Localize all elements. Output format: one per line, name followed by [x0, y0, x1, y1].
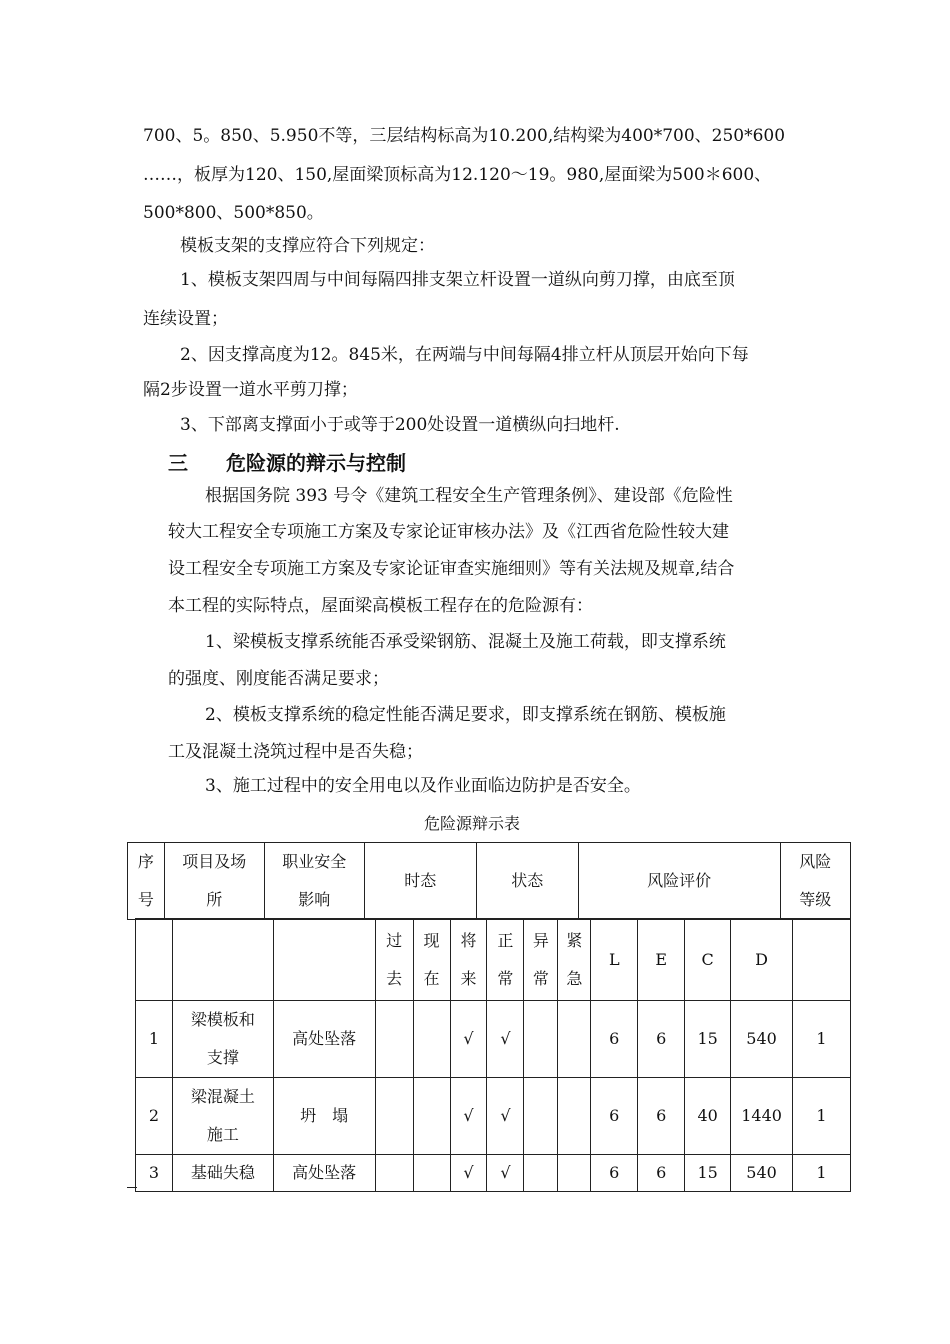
cell-abnormal — [524, 1155, 558, 1192]
blank-cell — [793, 919, 851, 1001]
cell-past — [375, 1001, 413, 1078]
body-line-3: 500*800、500*850。 — [143, 203, 324, 223]
hazard-table — [135, 918, 851, 1192]
body-line-8: 隔2步设置一道水平剪刀撑； — [143, 380, 358, 400]
cell-no: 2 — [136, 1078, 173, 1155]
header-text: 风险评价 — [647, 871, 712, 890]
header-text: 状态 — [511, 871, 544, 890]
subheader-text: 正 — [497, 930, 514, 950]
header-cell-no — [128, 843, 165, 920]
cell-item-text: 梁混凝土 — [190, 1087, 255, 1106]
table-row — [136, 1155, 851, 1192]
subheader-text: 现 — [423, 930, 440, 950]
cell-item-text: 梁模板和 — [190, 1010, 255, 1029]
table-caption: 危险源辩示表 — [424, 814, 521, 833]
header-cell-impact — [264, 843, 364, 920]
subheader-text: 过 — [386, 930, 403, 950]
body-line-2: ……，板厚为120、150,屋面梁顶标高为12.120～19。980,屋面梁为500＊600、 — [143, 165, 772, 185]
cell-normal: √ — [487, 1001, 524, 1078]
cell-past — [375, 1155, 413, 1192]
cell-now — [413, 1001, 450, 1078]
cell-level: 1 — [793, 1001, 851, 1078]
subheader-L: L — [591, 919, 638, 1001]
subheader-emergency — [558, 919, 591, 1001]
subheader-text: 常 — [532, 968, 549, 988]
section-title: 危险源的辩示与控制 — [226, 451, 406, 475]
cell-item: 基础失稳 — [172, 1155, 273, 1192]
section-line-7: 2、模板支撑系统的稳定性能否满足要求，即支撑系统在钢筋、模板施 — [205, 705, 726, 725]
cell-normal: √ — [487, 1155, 524, 1192]
bottom-rule — [127, 1187, 137, 1188]
subheader-normal — [487, 919, 524, 1001]
cell-abnormal — [524, 1001, 558, 1078]
subheader-now — [413, 919, 450, 1001]
cell-C: 15 — [685, 1155, 731, 1192]
cell-emergency — [558, 1001, 591, 1078]
subheader-past — [375, 919, 413, 1001]
header-cell-item — [164, 843, 264, 920]
cell-L: 6 — [591, 1078, 638, 1155]
subheader-E: E — [638, 919, 685, 1001]
cell-D: 1440 — [731, 1078, 793, 1155]
header-text: 时态 — [404, 871, 437, 890]
hazard-table-header — [127, 842, 851, 920]
header-text: 号 — [137, 890, 154, 909]
subheader-text: 在 — [423, 968, 440, 988]
body-line-9: 3、下部离支撑面小于或等于200处设置一道横纵向扫地杆. — [180, 415, 620, 435]
subheader-text: 急 — [566, 968, 583, 988]
body-line-1: 700、5。850、5.950不等，三层结构标高为10.200,结构梁为400*700、250*600 — [143, 126, 786, 146]
cell-no: 1 — [136, 1001, 173, 1078]
cell-level: 1 — [793, 1078, 851, 1155]
cell-impact: 高处坠落 — [273, 1001, 375, 1078]
section-line-4: 本工程的实际特点，屋面梁高模板工程存在的危险源有： — [168, 596, 593, 616]
section-line-1: 根据国务院 393 号令《建筑工程安全生产管理条例》、建设部《危险性 — [205, 486, 733, 506]
header-row-1 — [128, 843, 851, 920]
cell-normal: √ — [487, 1078, 524, 1155]
cell-no: 3 — [136, 1155, 173, 1192]
cell-L: 6 — [591, 1155, 638, 1192]
section-line-9: 3、施工过程中的安全用电以及作业面临边防护是否安全。 — [205, 776, 641, 796]
header-text: 职业安全 — [282, 852, 347, 871]
cell-future: √ — [450, 1155, 487, 1192]
cell-emergency — [558, 1078, 591, 1155]
cell-C: 40 — [685, 1078, 731, 1155]
body-line-7: 2、因支撑高度为12。845米，在两端与中间每隔4排立杆从顶层开始向下每 — [180, 345, 749, 365]
cell-D: 540 — [731, 1001, 793, 1078]
cell-E: 6 — [638, 1078, 685, 1155]
cell-now — [413, 1155, 450, 1192]
table-row — [136, 1001, 851, 1078]
header-text: 所 — [206, 890, 223, 909]
cell-impact: 高处坠落 — [273, 1155, 375, 1192]
body-line-4: 模板支架的支撑应符合下列规定： — [180, 236, 435, 256]
header-text: 影响 — [298, 890, 331, 909]
section-line-5: 1、梁模板支撑系统能否承受梁钢筋、混凝土及施工荷载，即支撑系统 — [205, 632, 726, 652]
section-line-3: 设工程安全专项施工方案及专家论证审查实施细则》等有关法规及规章,结合 — [168, 559, 735, 579]
subheader-text: 将 — [460, 930, 477, 950]
cell-past — [375, 1078, 413, 1155]
header-row-2 — [136, 919, 851, 1001]
table-row — [136, 1078, 851, 1155]
section-line-6: 的强度、刚度能否满足要求； — [168, 669, 389, 689]
cell-impact: 坍 塌 — [273, 1078, 375, 1155]
cell-item — [172, 1078, 273, 1155]
subheader-text: 来 — [460, 968, 477, 988]
blank-cell — [172, 919, 273, 1001]
blank-cell — [136, 919, 173, 1001]
body-line-5: 1、模板支架四周与中间每隔四排支架立杆设置一道纵向剪刀撑，由底至顶 — [180, 270, 735, 290]
cell-C: 15 — [685, 1001, 731, 1078]
cell-E: 6 — [638, 1001, 685, 1078]
header-cell-state — [476, 843, 578, 920]
subheader-future — [450, 919, 487, 1001]
header-text: 序 — [137, 852, 154, 871]
subheader-abnormal — [524, 919, 558, 1001]
body-line-6: 连续设置； — [143, 309, 228, 329]
cell-item-text: 支撑 — [206, 1048, 239, 1067]
header-cell-tense — [364, 843, 476, 920]
cell-E: 6 — [638, 1155, 685, 1192]
cell-now — [413, 1078, 450, 1155]
subheader-text: 异 — [532, 930, 549, 950]
section-line-8: 工及混凝土浇筑过程中是否失稳； — [168, 742, 423, 762]
subheader-C: C — [685, 919, 731, 1001]
cell-future: √ — [450, 1078, 487, 1155]
cell-future: √ — [450, 1001, 487, 1078]
blank-cell — [273, 919, 375, 1001]
subheader-text: 常 — [497, 968, 514, 988]
header-text: 项目及场 — [182, 852, 247, 871]
cell-D: 540 — [731, 1155, 793, 1192]
header-text: 风险 — [799, 852, 832, 871]
header-cell-risk — [578, 843, 780, 920]
section-number: 三 — [168, 451, 188, 475]
cell-level: 1 — [793, 1155, 851, 1192]
cell-item — [172, 1001, 273, 1078]
cell-abnormal — [524, 1078, 558, 1155]
cell-emergency — [558, 1155, 591, 1192]
cell-item-text: 施工 — [206, 1125, 239, 1144]
header-cell-level — [780, 843, 850, 920]
section-line-2: 较大工程安全专项施工方案及专家论证审核办法》及《江西省危险性较大建 — [168, 522, 729, 542]
header-text: 等级 — [799, 890, 832, 909]
subheader-text: 去 — [386, 968, 403, 988]
subheader-text: 紧 — [566, 930, 583, 950]
cell-L: 6 — [591, 1001, 638, 1078]
subheader-D: D — [731, 919, 793, 1001]
